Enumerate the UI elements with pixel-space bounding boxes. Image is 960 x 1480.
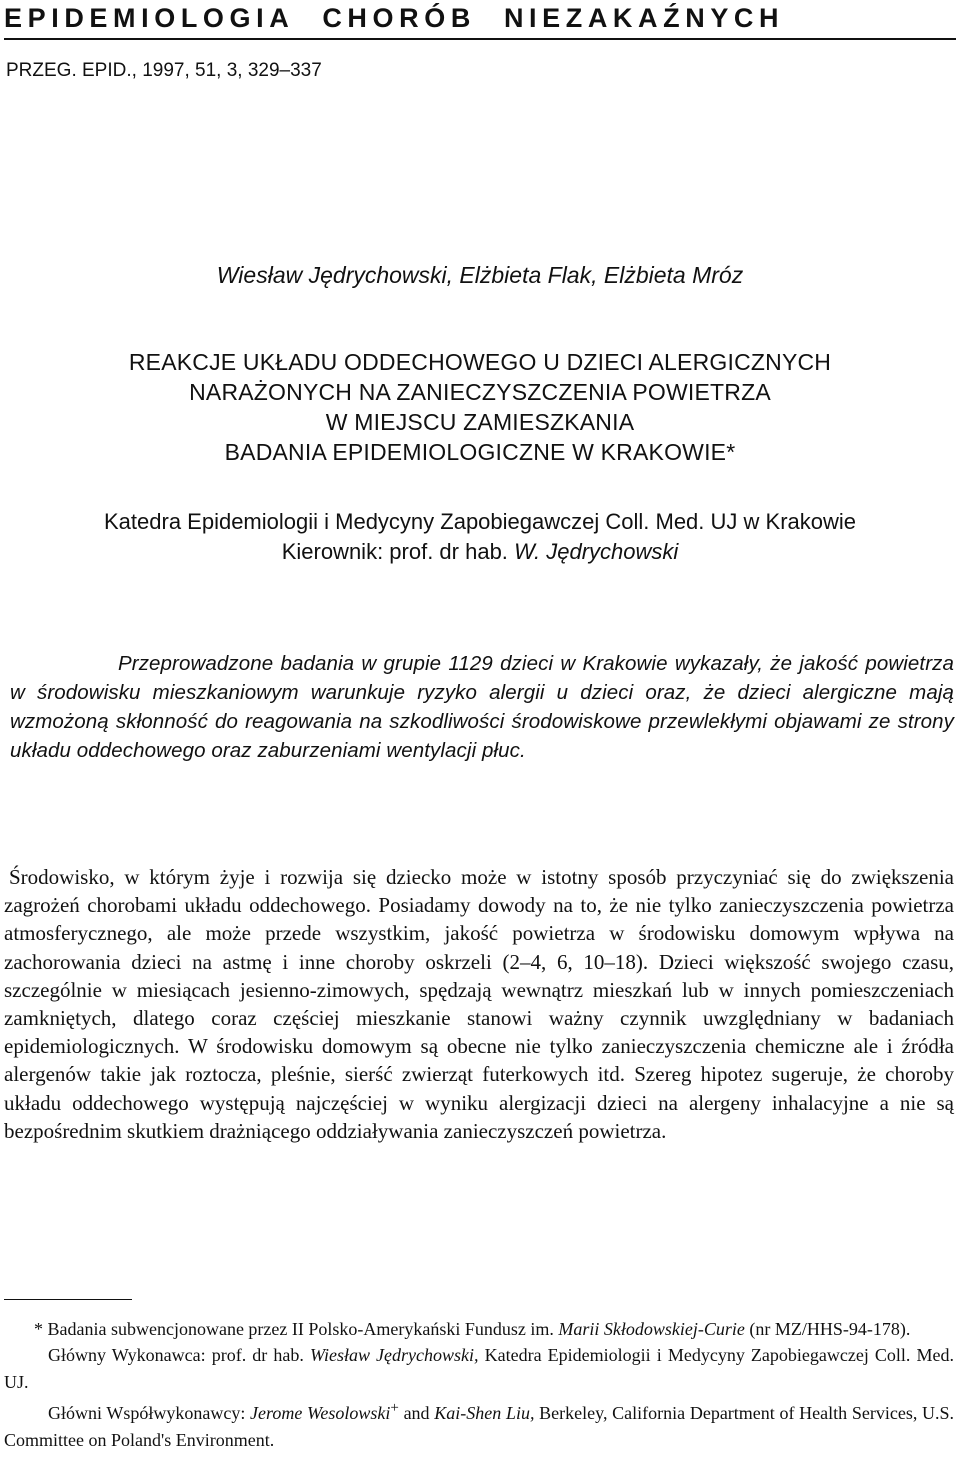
- footnote-coi-sup: +: [390, 1400, 399, 1417]
- body-paragraph: Środowisko, w którym żyje i rozwija się dziecko może w istotny sposób przyczyniać się do zwiększenia zagrożeń chorobami układu oddechowego. Posiadamy dowody na to, że nie tylko zanieczyszczenia powietrza atmosferycznego, ale może przede wszystkim, jakość powietrza w środowisku domowym wpływa na zachorowania dzieci na astmę i inne choroby oskrzeli (2–4, 6, 10–18). Dzieci większość swojego czasu, szczególnie w miesiącach jesienno-zimowych, spędzają wewnątrz mieszkań lub w innych pomieszczeniach zamkniętych, dlatego coraz częściej mieszkanie stanowi ważny czynnik uwzględniany w badaniach epidemiologicznych. W środowisku domowym są obecne nie tylko zanieczyszczenia chemiczne ale i źródła alergenów takie jak roztocza, pleśnie, sierść zwierząt futerkowych itd. Szereg hipotez sugeruje, że choroby układu oddechowego występują najczęściej w wyniku alergizacji dzieci na alergeny inhalacyjne a nie są bezpośrednim skutkiem drażniącego oddziaływania zanieczyszczeń powietrza.: [4, 865, 954, 1143]
- affiliation-head-name: W. Jędrychowski: [514, 539, 679, 564]
- running-head-part-3: NIEZAKAŹNYCH: [503, 3, 785, 33]
- footnote-marker: *: [34, 1319, 43, 1339]
- footnote-pi-label: Główny Wykonawca: prof. dr hab.: [48, 1345, 304, 1366]
- footnote-coi-and: and: [403, 1403, 430, 1424]
- title-line: NARAŻONYCH NA ZANIECZYSZCZENIA POWIETRZA: [189, 379, 771, 405]
- footnote-principal-investigator: [4, 1342, 954, 1395]
- author-list: Wiesław Jędrychowski, Elżbieta Flak, Elżbieta Mróz: [216, 262, 744, 288]
- footnote-co-investigators: [4, 1395, 954, 1453]
- footnotes: [4, 1316, 954, 1453]
- title-line: REAKCJE UKŁADU ODDECHOWEGO U DZIECI ALERGICZNYCH: [128, 349, 832, 375]
- title-line: BADANIA EPIDEMIOLOGICZNE W KRAKOWIE*: [224, 439, 736, 465]
- footnote-funding: [4, 1316, 954, 1342]
- article-title: [0, 347, 960, 467]
- running-head: [4, 0, 956, 36]
- footnote-coi-name-2: Kai-Shen Liu,: [434, 1403, 535, 1424]
- footnote-coi-name-1: Jerome Wesolowski: [250, 1403, 391, 1424]
- affiliation-head: [0, 537, 960, 567]
- footnote-coi-label: Główni Współwykonawcy:: [48, 1403, 246, 1424]
- footnote-pi-name: Wiesław Jędrychowski,: [309, 1345, 479, 1366]
- running-head-part-1: EPIDEMIOLOGIA: [4, 3, 295, 33]
- footnote-fund-name: Marii Skłodowskiej-Curie: [558, 1319, 745, 1339]
- title-line: W MIEJSCU ZAMIESZKANIA: [325, 409, 635, 435]
- footnote-coi-affiliation: Berkeley, California Department of Health Services, U.S. Committee on Poland's Environment.: [4, 1403, 955, 1450]
- running-head-rule: [4, 38, 956, 40]
- abstract: Przeprowadzone badania w grupie 1129 dzieci w Krakowie wykazały, że jakość powietrza w środowisku mieszkaniowym warunkuje ryzyko alergii u dzieci oraz, że dzieci alergiczne mają wzmożoną skłonność do reagowania na szkodliwości środowiskowe przewlekłymi objawami ze strony układu oddechowego oraz zaburzeniami wentylacji płuc.: [10, 651, 954, 763]
- affiliation: [0, 507, 960, 567]
- running-head-part-2: CHORÓB: [322, 3, 476, 33]
- footnote-pi-affiliation: Katedra Epidemiologii i Medycyny Zapobiegawczej Coll. Med. UJ.: [4, 1345, 955, 1392]
- journal-reference: PRZEG. EPID., 1997, 51, 3, 329–337: [6, 60, 322, 81]
- footnote-rule: [4, 1299, 132, 1300]
- footnote-grant-number: (nr MZ/HHS-94-178).: [749, 1319, 911, 1339]
- affiliation-head-label: Kierownik: prof. dr hab.: [281, 539, 508, 564]
- footnote-funding-text: Badania subwencjonowane przez II Polsko-Amerykański Fundusz im.: [47, 1319, 554, 1339]
- affiliation-department: Katedra Epidemiologii i Medycyny Zapobiegawczej Coll. Med. UJ w Krakowie: [104, 509, 856, 534]
